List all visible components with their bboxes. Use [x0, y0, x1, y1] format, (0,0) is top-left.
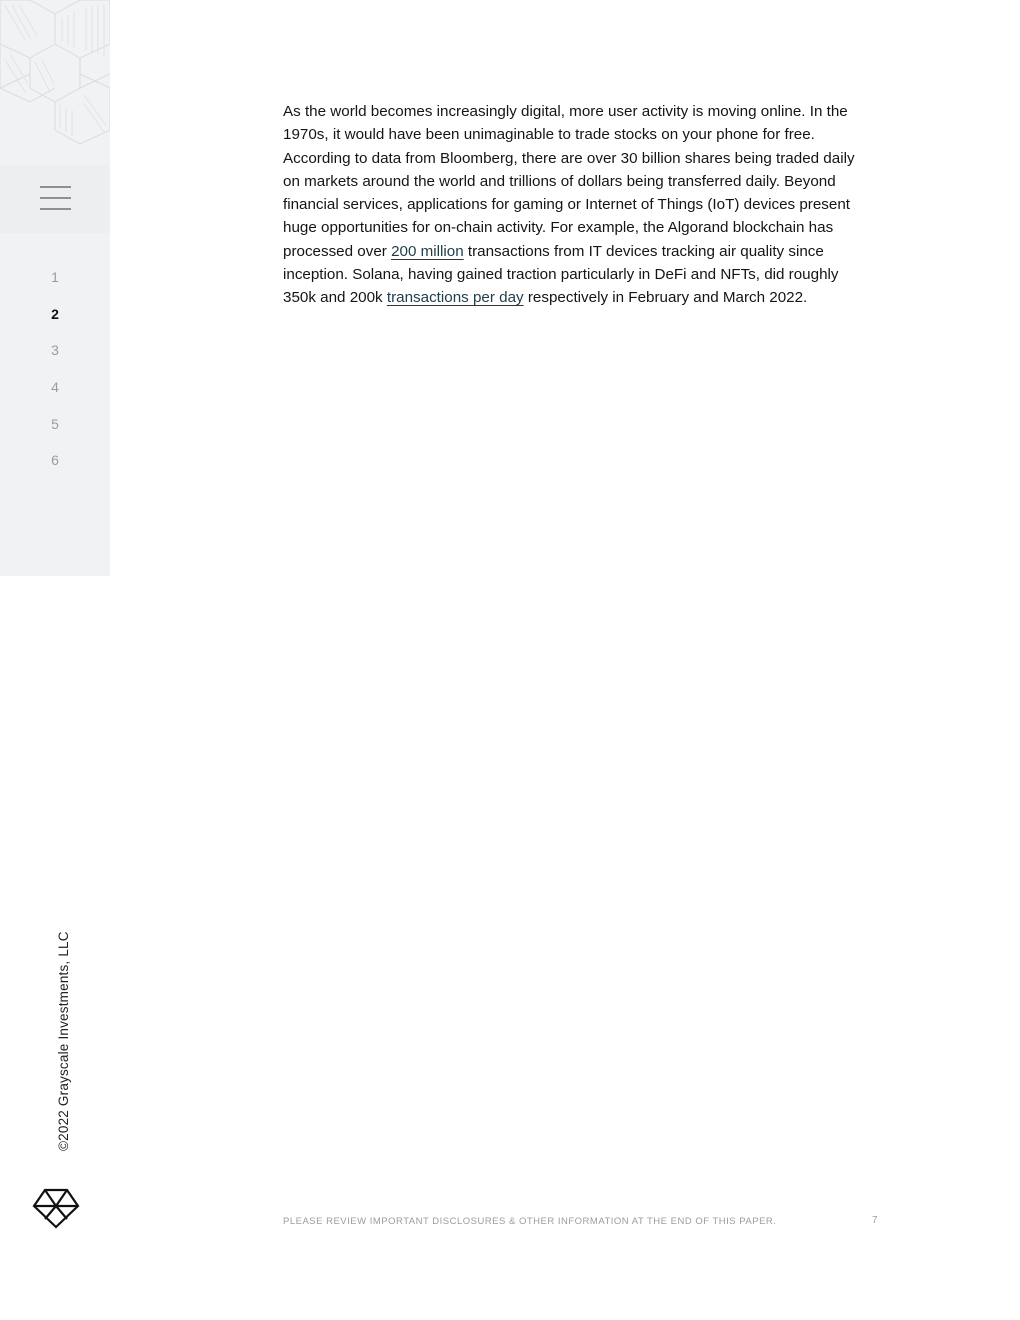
sidebar [0, 0, 110, 576]
paragraph-text-2: transactions from IT devices tracking air quality since inception. Solana, having gained traction particularly in DeFi and NFTs, did roughly 350k and 200k [283, 242, 839, 307]
disclosure-note: PLEASE REVIEW IMPORTANT DISCLOSURES & OTHER INFORMATION AT THE END OF THIS PAPER. [283, 1216, 777, 1227]
page-link-6[interactable]: 6 [51, 452, 59, 469]
body-paragraph [283, 100, 858, 310]
page-link-4[interactable]: 4 [51, 379, 59, 396]
paragraph-text-3: respectively in February and March 2022. [523, 289, 808, 307]
page-link-5[interactable]: 5 [51, 415, 59, 432]
page-link-2[interactable]: 2 [51, 305, 59, 322]
page-number: 7 [872, 1215, 878, 1226]
paragraph-text-1: As the world becomes increasingly digital, more user activity is moving online. In the 1970s, it would have been unimaginable to trade stocks on your phone for free. According to data from Bloomberg, there are over 30 billion shares being traded daily on markets around the world and trillions of dollars being transferred daily. Beyond financial services, applications for gaming or Internet of Things (IoT) devices present huge opportunities for on-chain activity. For example, the Algorand blockchain has processed over [283, 103, 855, 260]
page-link-1[interactable]: 1 [51, 269, 59, 285]
hamburger-menu-icon[interactable] [40, 186, 71, 212]
link-200-million[interactable]: 200 million [391, 242, 464, 260]
grayscale-logo-icon[interactable] [31, 1184, 81, 1230]
page-link-3[interactable]: 3 [51, 342, 59, 359]
page-navigation [0, 265, 110, 485]
copyright-notice: ©2022 Grayscale Investments, LLC [56, 931, 71, 1151]
hexagon-cube-pattern-icon [0, 0, 110, 145]
link-transactions-per-day[interactable]: transactions per day [386, 289, 524, 307]
